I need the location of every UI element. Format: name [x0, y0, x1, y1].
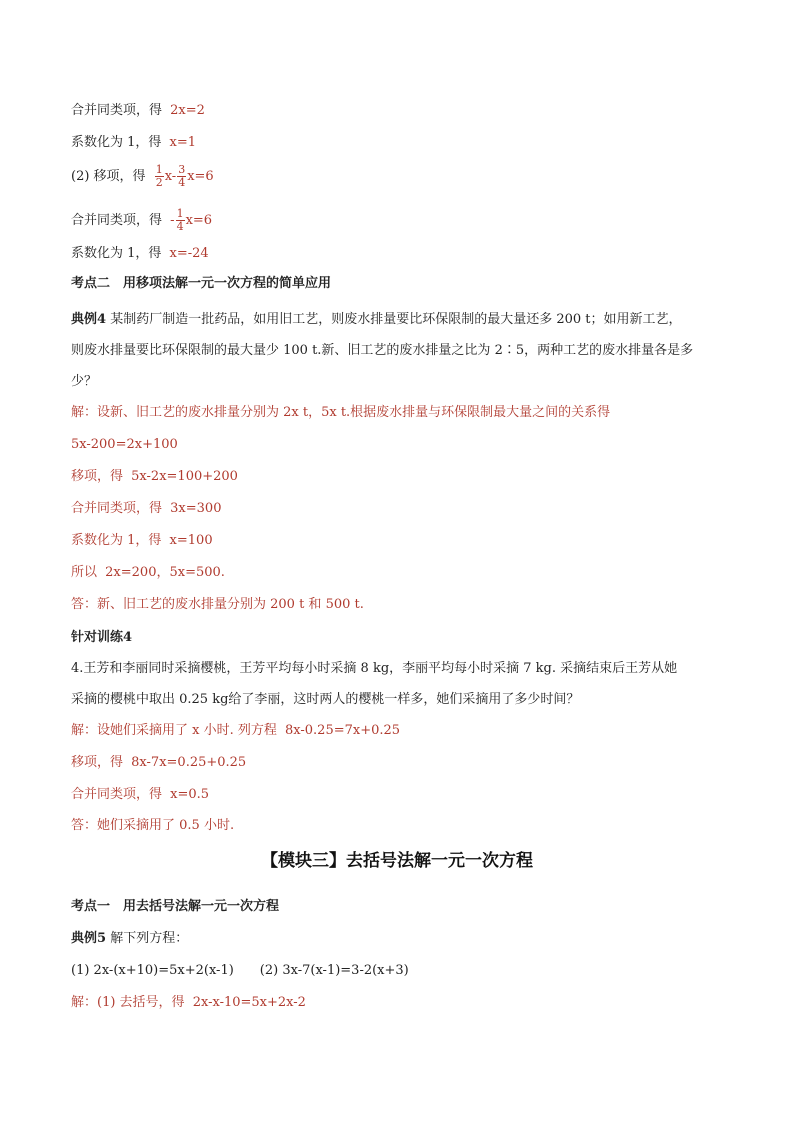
training4-heading: 针对训练4	[71, 630, 133, 645]
section-heading-kaodian2: 考点二 用移项法解一元一次方程的简单应用	[71, 276, 332, 291]
fraction	[176, 208, 185, 233]
training4-answer: 答：她们采摘用了 0.5 小时.	[71, 818, 235, 833]
equation-part: x=6	[187, 169, 214, 184]
combine-like-terms-line	[71, 102, 205, 120]
equation: x=0.5	[170, 787, 210, 802]
fraction	[155, 164, 164, 189]
coefficient-line	[71, 134, 196, 152]
combine-like-terms-line-2	[71, 208, 212, 233]
denominator: 2	[155, 176, 163, 189]
equation: 8x-7x=0.25+0.25	[131, 755, 247, 770]
equation: 2x=200，5x=500.	[105, 565, 225, 580]
denominator: 4	[176, 220, 184, 233]
line-label: 合并同类项，得	[71, 501, 163, 516]
equation: 3x=300	[170, 501, 222, 516]
equation: 2x-x-10=5x+2x-2	[192, 995, 306, 1010]
denominator: 4	[178, 176, 186, 189]
example5-solution-1	[71, 994, 306, 1012]
example4-line1	[71, 311, 682, 329]
numerator: 3	[178, 163, 186, 176]
example4-solution-6	[71, 564, 225, 582]
transpose-line-2	[71, 164, 214, 189]
line-label: 解：(1) 去括号，得	[71, 995, 185, 1010]
training4-solution-3	[71, 786, 209, 804]
example5-line	[71, 930, 188, 948]
line-label: 系数化为 1，得	[71, 246, 162, 261]
module3-title: 【模块三】去括号法解一元一次方程	[261, 851, 533, 871]
equation-part: x-	[164, 169, 177, 184]
line-label: 合并同类项，得	[71, 787, 163, 802]
example5-equations: (1) 2x-(x+10)=5x+2(x-1) (2) 3x-7(x-1)=3-2(x+3)	[71, 963, 409, 978]
line-label: 系数化为 1，得	[71, 135, 162, 150]
example4-line3: 少？	[71, 374, 98, 389]
example4-solution-1: 解：设新、旧工艺的废水排量分别为 2x t，5x t.根据废水排量与环保限制最大量之间的关系得	[71, 405, 611, 420]
fraction-equation	[154, 163, 214, 189]
line-label: 合并同类项，得	[71, 103, 163, 118]
example4-solution-5	[71, 532, 213, 550]
equation-part: x=6	[185, 213, 213, 228]
equation: x=-24	[169, 246, 209, 261]
coefficient-line-2	[71, 245, 209, 263]
line-label: (2) 移项，得	[71, 169, 146, 184]
equation-part: -	[170, 213, 175, 228]
example-label: 典例4	[71, 312, 107, 327]
example-text: 某制药厂制造一批药品，如用旧工艺，则废水排量要比环保限制的最大量还多 200 t；如用新工艺，	[110, 312, 682, 327]
line-label: 系数化为 1，得	[71, 533, 162, 548]
example4-answer: 答：新、旧工艺的废水排量分别为 200 t 和 500 t.	[71, 597, 364, 612]
line-label: 移项，得	[71, 755, 124, 770]
training4-line2: 采摘的樱桃中取出 0.25 kg给了李丽，这时两人的樱桃一样多，她们采摘用了多少时间？	[71, 692, 580, 707]
training4-solution-1	[71, 722, 400, 740]
fraction-equation	[170, 207, 213, 233]
equation: 2x=2	[170, 103, 205, 118]
example-label: 典例5	[71, 931, 107, 946]
equation: x=100	[169, 533, 213, 548]
example-text: 解下列方程：	[110, 931, 189, 946]
equation: 5x-2x=100+200	[131, 469, 238, 484]
equation: 8x-0.25=7x+0.25	[285, 723, 401, 738]
numerator: 1	[155, 163, 163, 176]
line-label: 合并同类项，得	[71, 213, 163, 228]
example4-solution-3	[71, 468, 238, 486]
example4-line2: 则废水排量要比环保限制的最大量少 100 t.新、旧工艺的废水排量之比为 2∶5，两种工艺的废水排量各是多	[71, 343, 694, 358]
training4-solution-2	[71, 754, 246, 772]
section-heading-kaodian1: 考点一 用去括号法解一元一次方程	[71, 899, 280, 914]
equation: x=1	[169, 135, 197, 150]
line-label: 解：设她们采摘用了 x 小时. 列方程	[71, 723, 277, 738]
fraction	[177, 164, 186, 189]
numerator: 1	[176, 207, 184, 220]
training4-line1: 4.王芳和李丽同时采摘樱桃，王芳平均每小时采摘 8 kg，李丽平均每小时采摘 7 kg. 采摘结束后王芳从她	[71, 661, 678, 676]
line-label: 所以	[71, 565, 98, 580]
line-label: 移项，得	[71, 469, 124, 484]
example4-solution-2: 5x-200=2x+100	[71, 437, 178, 452]
example4-solution-4	[71, 500, 221, 518]
